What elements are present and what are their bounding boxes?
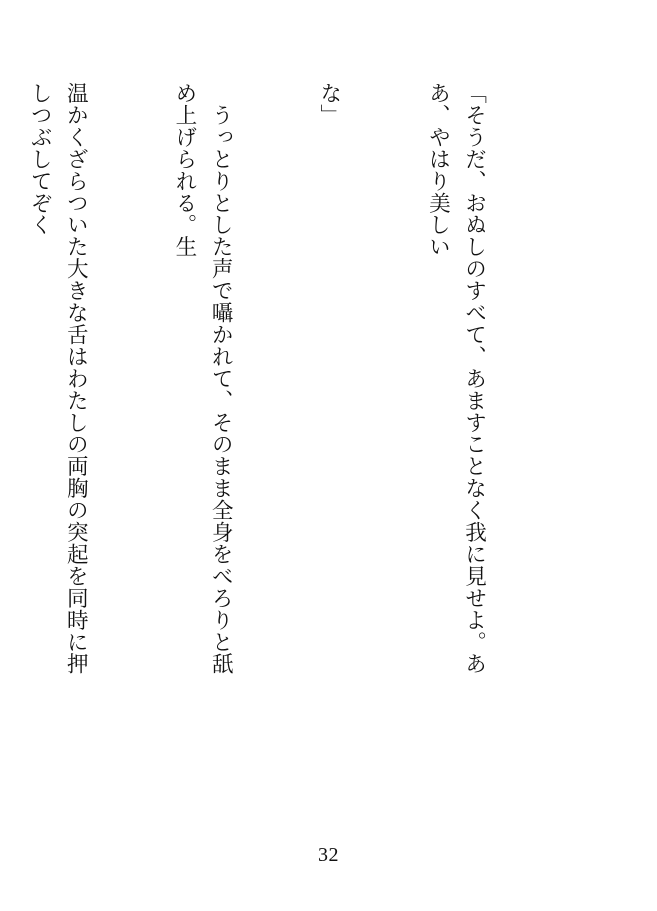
text-line: うっとりとした声で囁かれて、そのまま全身をべろりと舐め上げられる。生 [171, 82, 234, 675]
page-number: 32 [318, 844, 339, 866]
text-line: 「そうだ、おぬしのすべて、あますことなく我に見せよ。ああ、やはり美しい [425, 82, 487, 675]
text-line: な」 [316, 82, 342, 126]
vertical-text-body [0, 82, 564, 682]
text-line: 温かくざらついた大きな舌はわたしの両胸の突起を同時に押しつぶしてぞく [27, 82, 89, 675]
